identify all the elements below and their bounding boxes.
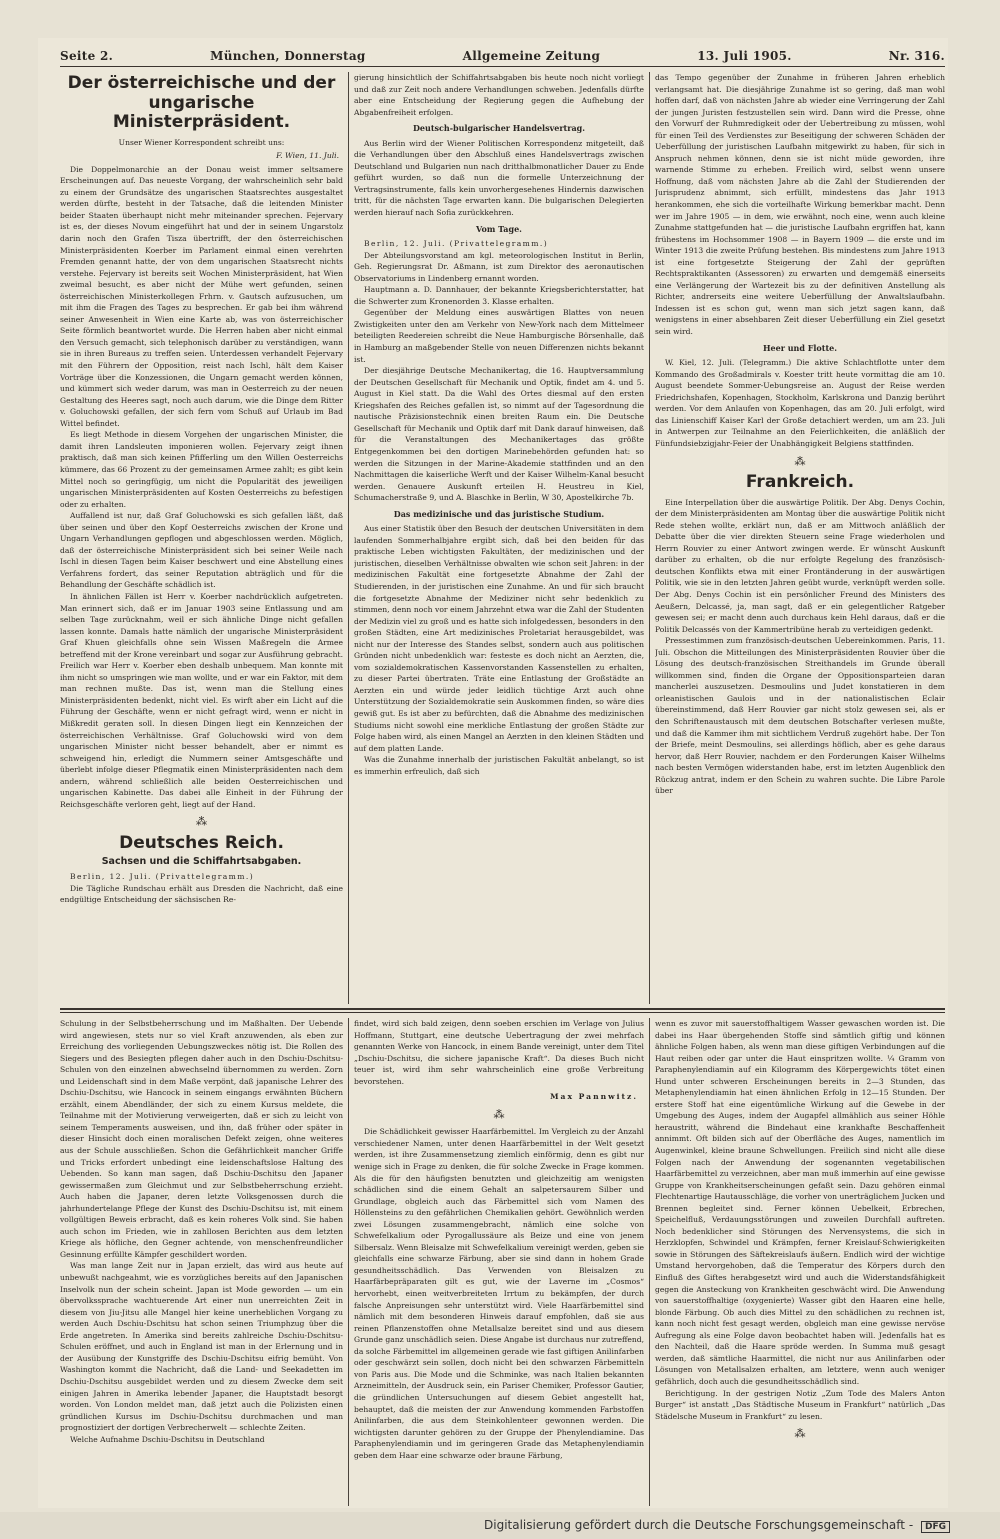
feuilleton-column-1 xyxy=(60,1018,343,1506)
correction-note: Berichtigung. In der gestrigen Notiz „Zum Tode des Malers Anton Burger“ ist anstatt „Das Städtische Museum in Frankfurt“ natürlich „Das Städelsche Museum in Frankfurt“ zu lesen. xyxy=(655,1388,945,1421)
paragraph: Die Tägliche Rundschau erhält aus Dresden die Nachricht, daß eine endgültige Entscheidung der sächsischen Re- xyxy=(60,883,343,905)
asterism-icon: ⁂ xyxy=(794,1427,806,1441)
paragraph: In ähnlichen Fällen ist Herr v. Koerber nachdrücklich aufgetreten. Man erinnert sich, daß er im Januar 1903 seine Entlassung und am selben Tage zurücknahm, weil er sich ähnliche Dinge nicht gefallen lassen konnte. Damals hatte nämlich der ungarische Ministerpräsident Graf Khuen gleichfalls ohne sein Wissen Maßregeln die Armee betreffend mit der Krone vereinbart und sogar zur Ausführung gebracht. Freilich war Herr v. Koerber eben deshalb unbequem. Man konnte mit ihm nicht so umspringen wie man wollte, und er war ein Faktor, mit dem man rechnen mußte. Das ist, wenn man die Stellung eines Ministerpräsidenten bedenkt, nicht viel. Es wirft aber ein Licht auf die Führung der Geschäfte, wenn er nicht gefragt wird, wenn er nicht in Mißkredit geraten soll. In diesen Dingen liegt ein Kennzeichen der österreichischen Verhältnisse. Graf Goluchowski wird von dem ungarischen Minister nicht besser behandelt, aber er nimmt es schweigend hin, erledigt die Nummern seiner Amtsgeschäfte und überlebt infolge dieser Pflegmatik einen Ministerpräsidenten nach dem andern, während schließlich alle beiden Oesterreichischen und ungarischen Kabinette. Das dabei alle Einheit in der Führung der Reichsgeschäfte verloren geht, liegt auf der Hand. xyxy=(60,591,343,809)
paragraph: findet, wird sich bald zeigen, denn soeben erschien im Verlage von Julius Hoffmann, Stuttgart, eine deutsche Uebertragung der zwei mehrfach genannten Werke von Hancock, in einem Bande vereinigt, unter dem Titel „Dschiu-Dschitsu, die sichere japanische Kraft“. Da dieses Buch nicht teuer ist, wird ihm sehr wahrscheinlich eine große Verbreitung bevorstehen. xyxy=(354,1019,644,1086)
column-1 xyxy=(60,72,343,1004)
page-number: Seite 2. xyxy=(60,49,114,63)
issue-date: 13. Juli 1905. xyxy=(697,49,792,63)
digitization-footer xyxy=(0,1512,1000,1539)
subheading: Deutsch-bulgarischer Handelsvertrag. xyxy=(412,123,586,134)
paragraph: Pressestimmen zum französisch-deutschen Uebereinkommen. Paris, 11. Juli. Obschon die Mitteilungen des Ministerpräsidenten Rouvier über die Lösung des deutsch-französischen Streithandels im Grunde überall willkommen sind, finden die Organe der Oppositionsparteien daran mancherlei auszusetzen. Desmoulins und Judet konstatieren in dem orleanistischen Gaulois und in der nationalistischen Eclair übereinstimmend, daß Herr Rouvier gar nicht stolz gewesen sei, als er den Schriftenaustausch mit dem deutschen Botschafter verlesen mußte, und daß die Kammer ihm mit sichtlichem Verdruß zugehört habe. Der Ton der Briefe, meint Desmoulins, sei allerdings höflich, aber es gehe daraus hervor, daß Herr Rouvier, nachdem er den Forderungen Kaiser Wilhelms nach besten Vermögen widerstanden habe, erst im letzten Augenblick den Rückzug antrat, indem er den Schein zu wahren suchte. Die Libre Parole über xyxy=(655,636,945,796)
paragraph: Was man lange Zeit nur in Japan erzielt, das wird aus heute auf unbewußt nachgeahmt, wie es vorzügliches bereits auf den Japanischen Inselvolk nun der schein scheint. Japan ist Mode geworden — um ein öbervolkssprache wachtuerende Art einer nun unerreichten Zeit in diesem von Jiu-Jitsu alle Mangel hier keine unerheblichen Vorgang zu werden Auch Dschiu-Dschitsu hat schon seinen Triumphzug über die Erde angetreten. In Amerika sind bereits zahlreiche Dschiu-Dschitsu-Schulen eröffnet, und auch in England ist man in der Erlernung und in der Ausübung der Kunstgriffe des Dschiu-Dschitsu eifrig bemüht. Von Washington kommt die Nachricht, daß die Land- und Seekadetten im Dschiu-Dschitsu ausgebildet werden und zu diesem Zwecke dem seit einigen Jahren in Amerika lebender Japaner, die Hauptstadt besorgt worden. Von London meldet man, daß jetzt auch die Polizisten einen gründlichen Kursus im Dschiu-Dschitsu durchmachen und man prognostiziert der dortigen Verbrecherwelt — schlechte Zeiten. xyxy=(60,1261,343,1433)
page-header xyxy=(60,46,945,67)
paragraph: Es liegt Methode in diesem Vorgehen der ungarischen Minister, die damit ihren Landsleuten imponieren wollen. Fejervary zeigt ihnen praktisch, daß man sich keinen Pfifferling um den Willen Oesterreichs kümmere, das 66 Prozent zu der gemeinsamen Armee zahlt; es gibt kein Mittel noch so geringfügig, um nicht die Popularität des jeweiligen ungarischen Ministerpräsidenten auf Kosten Oesterreichs zu befestigen oder zu erhalten. xyxy=(60,430,343,509)
paragraph: W. Kiel, 12. Juli. (Telegramm.) Die aktive Schlachtflotte unter dem Kommando des Großadmirals v. Koester tritt heute vormittag die am 10. August beendete Sommer-Uebungsreise an. August der Reise werden Friedrichshafen, Kopenhagen, Stockholm, Karlskrona und Danzig berührt werden. Vor dem Anlaufen von Kopenhagen, das am 20. Juli erfolgt, wird das Linienschiff Kaiser Karl der Große detachiert werden, um am 23. Juli in Antwerpen zur Teilnahme an den Feierlichkeiten, die anläßlich der Fünfundsiebzigjahr-Feier der Unabhängigkeit Belgiens stattfinden. xyxy=(655,358,945,448)
paragraph: Eine Interpellation über die auswärtige Politik. Der Abg. Denys Cochin, der dem Ministerpräsidenten am Montag über die auswärtige Politik nicht Rede stehen wollte, erklärt nun, daß er am Mittwoch anläßlich der Debatte über die vier direkten Steuern seine Frage wiederholen und Herrn Rouvier zu einer Antwort zwingen werde. Er wünscht Auskunft darüber zu erhalten, ob die nur erfolgte Regelung des französisch-deutschen Konflikts etwa mit einer Frontänderung in der auswärtigen Politik, wie sie in den letzten Jahren geübt wurde, verknüpft werden solle. Der Abg. Denys Cochin ist ein persönlicher Freund des Ministers des Aeußern, Delcassé, ja, man sagt, daß er ein gelegentlicher Ratgeber gewesen sei; er macht denn auch durchaus kein Hehl daraus, daß er die Politik Delcassés von der Kammertribüne herab zu verteidigen gedenkt. xyxy=(655,497,945,634)
paragraph: Die Doppelmonarchie an der Donau weist immer seltsamere Erscheinungen auf. Das neueste Vorgang, der wahrscheinlich sehr bald zu einem der Grundsätze des ungarischen Staatsrechtes ausgestaltet werden dürfte, besteht in der Tatsache, daß die leitenden Minister beider Staaten überhaupt nicht mehr miteinander sprechen. Fejervary ist es, der dieses Novum eingeführt hat und der in seinem Ungarstolz darin noch den Grafen Tisza übertrifft, der den österreichischen Ministerpräsidenten Koerber im Parlament einmal einen verehrten Fremden genannt hatte, der von dem ungarischen Staatsrecht nichts verstehe. Fejervary ist bereits seit Wochen Ministerpräsident, hat Wien zweimal besucht, es aber nicht der Mühe wert gefunden, seinen österreichischen Ministerkollegen Frhrn. v. Gautsch aufzusuchen, um mit ihm die Fragen des Tages zu besprechen. Er gab bei ihm während seiner Anwesenheit in Wien eine Karte ab, was von österreichischer Seite förmlich beantwortet wurde. Die Herren haben aber nicht einmal den Versuch gemacht, sich telephonisch darüber zu verständigen, wann sie in ihren Bureaus zu treffen seien. Unterdessen verhandelt Fejervary mit den Führern der Opposition, reist nach Ischl, hält dem Kaiser Vorträge über die Konzessionen, die Ungarn gemacht werden können, und kümmert sich weder darum, was man in Oesterreich zu der neuen Gestaltung des Heeres sagt, noch auch darum, wie die Dinge dem Ritter v. Goluchowski gefallen, der sich fern vom Schuß auf Urlaub im Bad Wittel befindet. xyxy=(60,164,343,428)
paragraph: Welche Aufnahme Dschiu-Dschitsu in Deutschland xyxy=(70,1434,265,1444)
dateline: Berlin, 12. Juli. (Privattelegramm.) xyxy=(364,239,549,249)
paragraph: Aus Berlin wird der Wiener Politischen Korrespondenz mitgeteilt, daß die Verhandlungen über den Abschluß eines Handelsvertrags zwischen Deutschland und Bulgarien nun nach dritthalbmonatlicher Dauer zu Ende geführt wurden, so daß nun die formelle Unterzeichnung der Vertragsinstrumente, falls kein unvorhergesehenes Hindernis dazwischen tritt, für die nächsten Tage erwarten kann. Die bulgarischen Delegierten werden hierauf nach Sofia zurückkehren. xyxy=(354,138,644,218)
paragraph: Gegenüber der Meldung eines auswärtigen Blattes von neuen Zwistigkeiten unter den am Verkehr von New-York nach dem Mittelmeer beteiligten Reedereien schreibt die Neue Hamburgische Börsenhalle, daß in Hamburg an maßgebender Stelle von neuen Differenzen nichts bekannt ist. xyxy=(354,308,644,364)
asterism-icon: ⁂ xyxy=(493,1107,505,1121)
place-day: München, Donnerstag xyxy=(210,49,366,63)
subheading: Das medizinische und das juristische Studium. xyxy=(393,508,605,519)
paragraph: Die Schädlichkeit gewisser Haarfärbemittel. Im Vergleich zu der Anzahl verschiedener Namen, unter denen Haarfärbemittel in der Welt gesetzt werden, ist ihre Zusammensetzung ziemlich einförmig, denn es gibt nur wenige sich in Frage zu denken, die für solche Zwecke in Frage kommen. Als die für den häufigsten benutzten und gleichzeitig am wenigsten schädlichen sind die einem Gehalt an salpetersaurem Silber und Grundlage, obgleich auch das Färbemittel sich vom Namen des Höllensteins zu den gefährlichen Chemikalien gehört. Gewöhnlich werden zwei Lösungen zusammengebracht, nämlich eine solche von Schwefelkalium oder Pyrogallussäure als Beize und eine von jenem Silbersalz. Wenn Bleisalze mit Schwefelkalium vereinigt werden, geben sie gleichfalls eine schwarze Färbung, aber sie sind dann in hohem Grade gesundheitsschädlich. Das Verwenden von Bleisalzen zu Haarfärbepräparaten gilt es gut, wie der Laverne im „Cosmos“ hervorhebt, einen weitverbreiteten Irrtum zu bekämpfen, der durch falsche Anpreisungen sehr unterstützt wird. Viele Haarfärbemittel sind nämlich mit dem besonderen Hinweis darauf empfohlen, daß sie aus reinen Pflanzenstoffen ohne Metallsalze bereitet sind und aus diesem Grunde ganz unschädlich seien. Diese Angabe ist durchaus nur zutreffend, da solche Färbemittel im allgemeinen gerade wie fast giftigen Anilinfarben oder geschwärzt sein sollen, doch nicht bei den schwarzen Färbemitteln von Paris aus. Die Mode und die Schminke, was nach Italien bekannten Arzneimitteln, der Ausdruck sein, ein Pariser Chemiker, Professor Gautier, die gründlichen Untersuchungen auf diesem Gebiet angestellt hat, behauptet, daß die meisten der zur Anwendung kommenden Farbstoffen Anilinfarben, die aus dem Steinkohlenteer gewonnen werden. Die wichtigsten darunter gehören zu der Gruppe der Phenylendiamine. Das Paraphenylendiamin und im geringeren Grade das Metaphenylendiamin geben dem Haar eine schwarze oder braune Färbung, xyxy=(354,1127,644,1460)
feuilleton-rule xyxy=(60,1012,945,1013)
feuilleton-column-2 xyxy=(354,1018,644,1506)
column-3 xyxy=(655,72,945,1004)
paragraph: Was die Zunahme innerhalb der juristischen Fakultät anbelangt, so ist es immerhin erfreulich, daß sich xyxy=(354,755,644,776)
article-intro: Unser Wiener Korrespondent schreibt uns: xyxy=(118,137,285,147)
column-divider xyxy=(348,1018,349,1506)
section-title: Deutsches Reich. xyxy=(119,832,284,853)
paragraph: Der diesjährige Deutsche Mechanikertag, die 16. Hauptversammlung der Deutschen Gesellschaft für Mechanik und Optik, findet am 4. und 5. August in Kiel statt. Da die Wahl des Ortes diesmal auf den ersten Kriegshafen des Reiches gefallen ist, so nimmt auf der Tagesordnung die nautische Präzisionstechnik einen breiten Raum ein. Die Deutsche Gesellschaft für Mechanik und Optik darf mit Dank darauf hinweisen, daß für die Veranstaltungen des Mechanikertages das größte Entgegenkommen bei den dortigen Marinebehörden gefunden hat: so werden die Sitzungen in der Marine-Akademie stattfinden und an den Nachmittagen die kaiserliche Werft und der Kaiser Wilhelm-Kanal besucht werden. Genauere Auskunft erteilen H. Heustreu in Kiel, Schumacherstraße 9, und A. Blaschke in Berlin, W 30, Apostelkirche 7b. xyxy=(354,366,644,503)
column-2 xyxy=(354,72,644,1004)
paragraph: das Tempo gegenüber der Zunahme in früheren Jahren erheblich verlangsamt hat. Die diesjährige Zunahme ist so gering, daß man wohl hoffen darf, daß von nächsten Jahre ab wieder eine Verringerung der Zahl der jungen Juristen festzustellen sein wird. Dann wird die Presse, ohne den Vorwurf der Ruhmredigkeit oder der Uebertreibung zu müssen, wohl für einen Teil des Verdienstes zur Beseitigung der schweren Schäden der Ueberfüllung der juristischen Laufbahn mitgewirkt zu haben, für sich in Anspruch nehmen können, denn sie ist nicht müde geworden, ihre warnende Stimme zu erheben. Freilich wird, selbst wenn unsere Hoffnung, daß vom nächsten Jahre ab die Zahl der Studierenden der Jurisprudenz abnimmt, sich erfüllt, mindestens das Jahr 1913 herankommen, ehe sich die vorteilhafte Wirkung bemerkbar macht. Denn wer im Jahre 1905 — in dem, wie erwähnt, noch eine, wenn auch kleine Zunahme stattgefunden hat — die juristische Laufbahn ergriffen hat, kann frühestens im Hochsommer 1908 — in Bayern 1909 — die erste und im Winter 1913 die zweite Prüfung bestehen. Bis mindestens zum Jahre 1913 ist eine fortgesetzte Steigerung der Zahl der geprüften Rechtspraktikanten (Assessoren) zu erwarten und demgemäß einerseits eine Verlängerung der Wartezeit bis zu der definitiven Anstellung als Richter, andrerseits eine weitere Ueberfüllung der Anwaltslaufbahn. Indessen ist es schon gut, wenn man sich jetzt sagen kann, daß wenigstens in einer absehbaren Zeit dieser Ueberfüllung ein Ziel gesetzt sein wird. xyxy=(655,73,945,337)
paragraph: Aus einer Statistik über den Besuch der deutschen Universitäten in dem laufenden Sommerhalbjahre ergibt sich, daß bei den beiden für das praktische Leben wichtigsten Fakultäten, der medizinischen und der juristischen, dieselben Verhältnisse obwalten wie schon seit Jahren: in der medizinischen Fakultät eine fortgesetzte Abnahme der Zahl der Studierenden, in der juristischen eine Zunahme. An und für sich braucht die fortgesetzte Abnahme der Mediziner nicht sehr bedenklich zu stimmen, denn noch vor einem Jahrzehnt etwa war die Zahl der Studenten der Medizin viel zu groß und es hatte sich infolgedessen, besonders in den großen Städten, eine Art medizinisches Proletariat herausgebildet, was nicht nur der Interesse des Standes selbst, sondern auch aus politischen Gründen nicht unbedenklich war: festeste es doch nicht an Aerzten, die, vom sozialdemokratischen Kassenvorstanden Kassenstellen zu erhalten, zu dieser Partei übertraten. Träte eine Entlastung der Großstädte an Aerzten ein und würde jeder leidlich tüchtige Arzt auch ohne Unterstützung der Sozialdemokratie sein Auskommen finden, so wäre dies gewiß gut. Es ist aber zu befürchten, daß die Abnahme des medizinischen Studiums nicht sowohl eine merkliche Entlastung der großen Städte zur Folge haben wird, als einen Mangel an Aerzten in den kleinen Städten und auf dem platten Lande. xyxy=(354,524,644,753)
dfg-logo-icon: DFG xyxy=(921,1521,950,1533)
issue-number: Nr. 316. xyxy=(888,49,945,63)
newspaper-page xyxy=(38,38,948,1508)
paragraph: gierung hinsichtlich der Schiffahrtsabgaben bis heute noch nicht vorliegt und daß zur Zeit noch andere Verhandlungen schweben. Jedenfalls dürfte aber eine Entscheidung der Regierung gegen die Aufhebung der Abgabenfreiheit erfolgen. xyxy=(354,73,644,117)
subheading: Vom Tage. xyxy=(476,223,522,234)
section-subtitle: Sachsen und die Schiffahrtsabgaben. xyxy=(101,856,302,868)
article-dateline: F. Wien, 11. Juli. xyxy=(276,151,339,161)
article-headline: Der österreichische und der ungarische Ministerpräsident. xyxy=(67,73,336,133)
column-divider xyxy=(348,72,349,1004)
paragraph: Hauptmann a. D. Dannhauer, der bekannte Kriegsberichterstatter, hat die Schwerter zum Kronenorden 3. Klasse erhalten. xyxy=(354,285,644,306)
paragraph: Schulung in der Selbstbeherrschung und im Maßhalten. Der Uebende wird angewiesen, stets nur so viel Kraft anzuwenden, als eben zur Erreichung des vorliegenden Uebungszweckes nötig ist. Die Rollen des Siegers und des Besiegten pflegen daher auch in den Dschiu-Dschitsu-Schulen von den einzelnen abwechselnd übernommen zu werden. Zorn und Leidenschaft sind in dem Maße verpönt, daß japanische Lehrer des Dschiu-Dschitsu, wie Hancock in seinem eingangs erwähnten Büchern erzählt, einem Abendländer, der sich zu einem Kursus meldete, die Teilnahme mit der Motivierung verweigerten, daß er sich zu leicht von seinem Temperaments ausweisen, und ihn, daß früher oder später in dieser Hinsicht doch einen moralischen Defekt zeigen, ohne weiteres aus der Schule ausschließen. Schon die Gefährlichkeit mancher Griffe und Tricks erfordert unbedingt eine leidenschaftslose Haltung des Uebenden. So kann man sagen, daß Dschiu-Dschitsu den Japaner gewissermaßen zum Gleichmut und zur Selbstbeherrschung erzieht. Auch haben die Japaner, deren letzte Volksgenossen durch die jahrhundertelange Pflege der Kunst des Dschiu-Dschitsu ist, mit einem vollgültigen Beweis erbracht, daß es kein roheres Volk sind. Sie haben auch schon im Frieden, wie in zahllosen Berichten aus dem letzten Kriege als höfliche, den Gegner achtende, von menschenfreundlicher Gesinnung erfüllte Kämpfer geschildert worden. xyxy=(60,1019,343,1259)
footer-credit: Digitalisierung gefördert durch die Deutsche Forschungsgemeinschaft - xyxy=(484,1518,914,1532)
paragraph: Auffallend ist nur, daß Graf Goluchowski es sich gefallen läßt, daß über seinen und über den Kopf Oesterreichs zwischen der Krone und Ungarn Verhandlungen gepflogen und abgeschlossen werden. Möglich, daß der österreichische Ministerpräsident sich bei seiner Weile nach Ischl in diesen Tagen beim Kaiser beschwert und eine Abstellung eines Verfahrens fordert, das seiner Reputation abträglich und für die Behandlung der Geschäfte schädlich ist. xyxy=(60,511,343,590)
column-divider xyxy=(649,1018,650,1506)
feuilleton-column-3 xyxy=(655,1018,945,1506)
feuilleton-rule xyxy=(60,1008,945,1010)
asterism-icon: ⁂ xyxy=(196,815,207,829)
author-signature: Max Pannwitz. xyxy=(550,1092,638,1102)
section-title: Frankreich. xyxy=(745,472,855,493)
asterism-icon: ⁂ xyxy=(794,454,806,468)
newspaper-title: Allgemeine Zeitung xyxy=(462,49,601,63)
paragraph: wenn es zuvor mit sauerstoffhaltigem Wasser gewaschen worden ist. Die dabei ins Haar übergehenden Stoffe sind sämtlich giftig und können ähnliche Folgen haben, als wenn man diese giftigen Verbindungen auf die Haut reiben oder gar unter die Haut einspritzen wollte. ¼ Gramm von Paraphenylendiamin auf ein Kilogramm des Körpergewichts tötet einen Hund unter schweren Erscheinungen bereits in 2—3 Stunden, das Metaphenylendiamin hat einen ähnlichen Erfolg in 12—15 Stunden. Der erstere Stoff hat eine eigentümliche Wirkung auf die Gewebe in der Umgebung des Auges, indem der Augapfel allmählich aus seiner Höhle heraustritt, während die Bindehaut eine krankhafte Beschaffenheit annimmt. Oft bilden sich auf der Oberfläche des Auges, namentlich im Augenwinkel, kleine braune Schwellungen. Freilich sind nicht alle diese Folgen nach der Anwendung der sogenannten vegetabilischen Haarfärbemittel zu verzeichnen, aber man muß immerhin auf eine gewisse Gruppe von Krankheitserscheinungen gefaßt sein. Dazu gehören einmal Flechtenartige Hautausschläge, die vorher von unerträglichem Jucken und Brennen begleitet sind. Ferner können Uebelkeit, Erbrechen, Speichelfluß, Verdauungsstörungen und zuweilen Durchfall auftreten. Noch bedenklicher sind Störungen des Nervensystems, die sich in Herzklopfen, Schwindel und Krämpfen, ferner Kreislauf-Schwierigkeiten sowie in Störungen des Säftekreislaufs äußern. Endlich wird der wichtige Umstand hervorgehoben, daß die Temperatur des Körpers durch den Einfluß des Giftes herabgesetzt wird und auch die Widerstandsfähigkeit gegen die Ansteckung von Krankheiten geschwächt wird. Die Anwendung von sauerstoffhaltige (oxygenierte) Wasser gibt den Haaren eine helle, blonde Färbung. Ob auch dies Mittel zu den schädlichen zu rechnen ist, kann noch nicht fest gesagt werden, obgleich man eine gewisse nervöse Aufregung als eine Folge davon beobachtet haben will. Jedenfalls hat es den Nachteil, daß die Haare spröde werden. In Summa muß gesagt werden, daß sämtliche Haarmittel, die nicht nur aus Anilinfarben oder Lösungen von Metallsalzen erhalten, am letztere, wenn auch weniger gefährlich, doch auch die gesundheitsschädlich sind. xyxy=(655,1019,945,1386)
paragraph: Der Abteilungsvorstand am kgl. meteorologischen Institut in Berlin, Geh. Regierungsrat Dr. Aßmann, ist zum Direktor des aeronautischen Observatoriums in Lindenberg ernannt worden. xyxy=(354,250,644,283)
subheading: Heer und Flotte. xyxy=(762,342,838,353)
section-dateline: Berlin, 12. Juli. (Privattelegramm.) xyxy=(70,872,255,882)
column-divider xyxy=(649,72,650,1004)
